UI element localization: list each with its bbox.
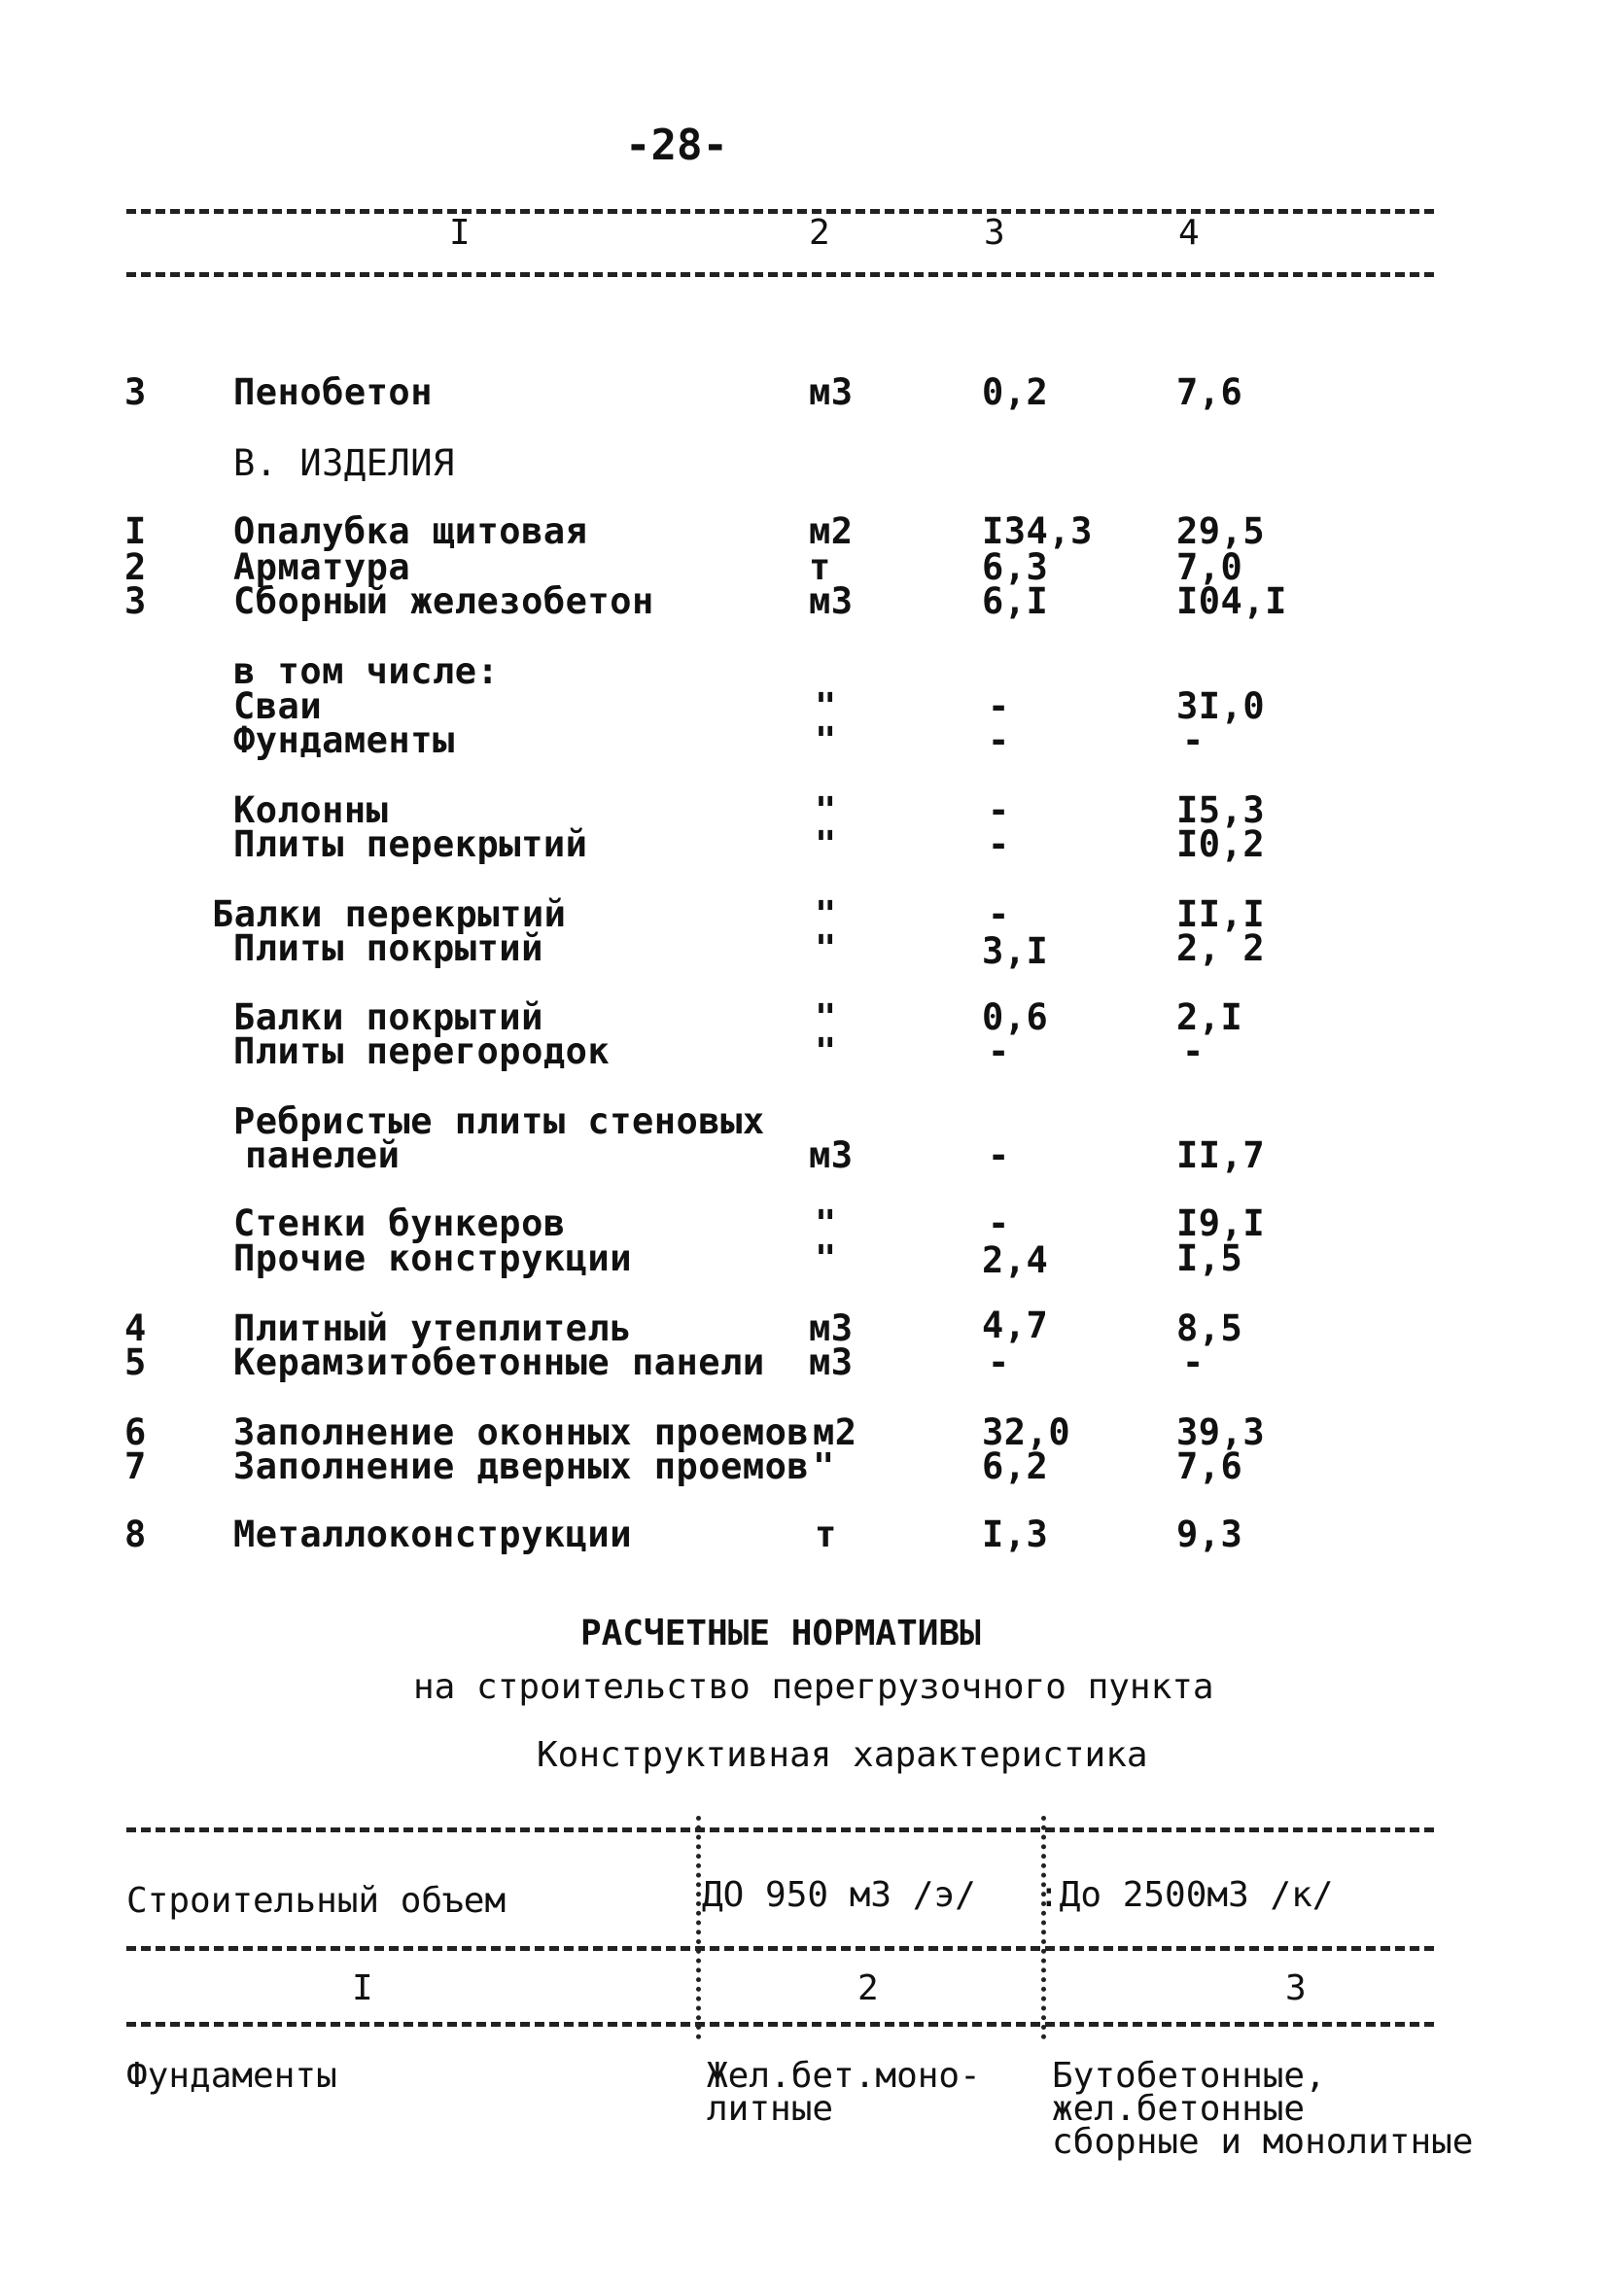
row-unit: " bbox=[815, 685, 837, 727]
row-value-4: 3I,0 bbox=[1176, 685, 1266, 727]
row-name: Сваи bbox=[233, 685, 323, 727]
foundations-col-2-line-1: Жел.бет.моно- bbox=[707, 2056, 981, 2096]
row-value-4: 29,5 bbox=[1176, 510, 1266, 552]
foundations-col-3-line-1: Бутобетонные, bbox=[1052, 2056, 1326, 2096]
row-name: Опалубка щитовая bbox=[233, 510, 588, 552]
col-header-4: 4 bbox=[1178, 213, 1200, 253]
row-name: Плиты перекрытий bbox=[233, 823, 588, 865]
bottom-table-divider-1 bbox=[696, 1816, 701, 2039]
row-number: 2 bbox=[124, 546, 147, 588]
row-number: 3 bbox=[124, 371, 147, 413]
volume-label: Строительный объем bbox=[126, 1881, 507, 1921]
row-value-4: 39,3 bbox=[1176, 1411, 1266, 1453]
row-value-3: I34,3 bbox=[982, 510, 1093, 552]
row-value-4: 2, 2 bbox=[1176, 927, 1266, 969]
page-number: -28- bbox=[625, 121, 728, 170]
row-value-3: - bbox=[988, 719, 1010, 761]
col-header-2: 2 bbox=[809, 213, 830, 253]
row-value-3: - bbox=[988, 1341, 1010, 1383]
row-unit: " bbox=[815, 996, 837, 1038]
row-value-4: 7,6 bbox=[1176, 371, 1243, 413]
row-name: Колонны bbox=[233, 789, 389, 831]
row-value-4: I9,I bbox=[1176, 1202, 1266, 1244]
row-value-3: - bbox=[988, 893, 1010, 935]
row-value-3: 0,6 bbox=[982, 996, 1049, 1038]
row-unit: м3 bbox=[809, 1134, 854, 1176]
col-header-1: I bbox=[449, 213, 471, 253]
row-value-4: 2,I bbox=[1176, 996, 1243, 1038]
row-value-3: 6,I bbox=[982, 580, 1049, 622]
section-heading: Конструктивная характеристика bbox=[537, 1735, 1148, 1775]
row-number: 5 bbox=[124, 1341, 147, 1383]
row-value-4: 7,6 bbox=[1176, 1445, 1243, 1487]
row-unit: т bbox=[815, 1513, 837, 1555]
section-title: РАСЧЕТНЫЕ НОРМАТИВЫ bbox=[580, 1614, 981, 1653]
bottom-col-number-3: 3 bbox=[1285, 1968, 1307, 2008]
row-value-4: 7,0 bbox=[1176, 546, 1243, 588]
row-unit: " bbox=[815, 823, 837, 865]
subheading-including: в том числе: bbox=[233, 650, 500, 692]
row-value-4: II,I bbox=[1176, 893, 1266, 935]
volume-col-3: :До 2500м3 /к/ bbox=[1038, 1875, 1334, 1915]
row-value-4: 9,3 bbox=[1176, 1513, 1243, 1555]
row-name: Плитный утеплитель bbox=[233, 1307, 632, 1349]
row-name: Фундаменты bbox=[233, 719, 455, 761]
foundations-col-2-line-2: литные bbox=[707, 2089, 834, 2129]
bottom-table-divider-2 bbox=[1041, 1816, 1046, 2039]
row-unit: " bbox=[815, 789, 837, 831]
bottom-col-number-2: 2 bbox=[857, 1968, 879, 2008]
row-value-3: 6,3 bbox=[982, 546, 1049, 588]
row-value-4: - bbox=[1182, 1030, 1205, 1072]
row-number: I bbox=[124, 510, 147, 552]
row-name: Пенобетон bbox=[233, 371, 433, 413]
row-value-4: 8,5 bbox=[1176, 1307, 1243, 1349]
foundations-col-3-line-3: сборные и монолитные bbox=[1052, 2122, 1474, 2162]
row-number: 4 bbox=[124, 1307, 147, 1349]
row-name: Ребристые плиты стеновых bbox=[233, 1100, 765, 1142]
foundations-col-3-line-2: жел.бетонные bbox=[1052, 2089, 1306, 2129]
row-name: Балки перекрытий bbox=[212, 893, 567, 935]
row-name: Заполнение дверных проемов bbox=[233, 1445, 810, 1487]
bottom-col-number-1: I bbox=[352, 1968, 373, 2008]
row-value-3: I,3 bbox=[982, 1513, 1049, 1555]
row-value-3: - bbox=[988, 823, 1010, 865]
row-number: 8 bbox=[124, 1513, 147, 1555]
row-value-3: - bbox=[988, 1134, 1010, 1176]
row-number: 3 bbox=[124, 580, 147, 622]
col-header-3: 3 bbox=[984, 213, 1005, 253]
row-value-4: I,5 bbox=[1176, 1237, 1243, 1279]
row-name: панелей bbox=[245, 1134, 401, 1176]
row-name: Балки покрытий bbox=[233, 996, 543, 1038]
row-name: Заполнение оконных проемов bbox=[233, 1411, 810, 1453]
row-name: Прочие конструкции bbox=[233, 1237, 632, 1279]
row-unit: м3 bbox=[809, 1307, 854, 1349]
row-number: 7 bbox=[124, 1445, 147, 1487]
row-unit: т bbox=[809, 546, 831, 588]
row-value-4: - bbox=[1182, 1341, 1205, 1383]
row-value-4: I04,I bbox=[1176, 580, 1287, 622]
row-unit: " bbox=[815, 927, 837, 969]
volume-col-2: ДО 950 м3 /э/ bbox=[702, 1875, 976, 1915]
row-value-4: I0,2 bbox=[1176, 823, 1266, 865]
row-unit: м3 bbox=[809, 1341, 854, 1383]
row-name: Керамзитобетонные панели bbox=[233, 1341, 765, 1383]
bottom-table-top-rule bbox=[126, 1827, 1434, 1832]
row-value-3: 32,0 bbox=[982, 1411, 1071, 1453]
row-unit: м2 bbox=[813, 1411, 857, 1453]
row-unit: м3 bbox=[809, 580, 854, 622]
row-value-3: - bbox=[988, 1202, 1010, 1244]
table-header-top-rule bbox=[126, 209, 1434, 214]
row-value-4: II,7 bbox=[1176, 1134, 1266, 1176]
row-value-3: - bbox=[988, 1030, 1010, 1072]
row-value-3: 2,4 bbox=[982, 1239, 1049, 1281]
row-value-3: - bbox=[988, 789, 1010, 831]
row-value-4: I5,3 bbox=[1176, 789, 1266, 831]
row-name: Сборный железобетон bbox=[233, 580, 654, 622]
table-header-bottom-rule bbox=[126, 272, 1434, 277]
row-unit: " bbox=[815, 893, 837, 935]
row-unit: " bbox=[813, 1445, 835, 1487]
bottom-table-mid-rule bbox=[126, 1946, 1434, 1951]
row-name: Стенки бункеров bbox=[233, 1202, 566, 1244]
bottom-table-header-rule bbox=[126, 2022, 1434, 2027]
row-value-3: 4,7 bbox=[982, 1305, 1049, 1346]
section-subtitle: на строительство перегрузочного пункта bbox=[413, 1667, 1214, 1707]
row-value-3: 3,I bbox=[982, 930, 1049, 972]
foundations-label: Фундаменты bbox=[126, 2056, 337, 2096]
row-unit: м3 bbox=[809, 371, 854, 413]
row-value-3: 0,2 bbox=[982, 371, 1049, 413]
row-name: Плиты покрытий bbox=[233, 927, 543, 969]
row-value-3: - bbox=[988, 685, 1010, 727]
row-value-4: - bbox=[1182, 719, 1205, 761]
row-unit: " bbox=[815, 1237, 837, 1279]
section-heading-b: В. ИЗДЕЛИЯ bbox=[233, 442, 455, 484]
row-unit: " bbox=[815, 1202, 837, 1244]
row-unit: " bbox=[815, 1030, 837, 1072]
row-name: Плиты перегородок bbox=[233, 1030, 611, 1072]
row-name: Металлоконструкции bbox=[233, 1513, 632, 1555]
row-unit: " bbox=[815, 719, 837, 761]
row-unit: м2 bbox=[809, 510, 854, 552]
row-number: 6 bbox=[124, 1411, 147, 1453]
row-name: Арматура bbox=[233, 546, 411, 588]
row-value-3: 6,2 bbox=[982, 1445, 1049, 1487]
